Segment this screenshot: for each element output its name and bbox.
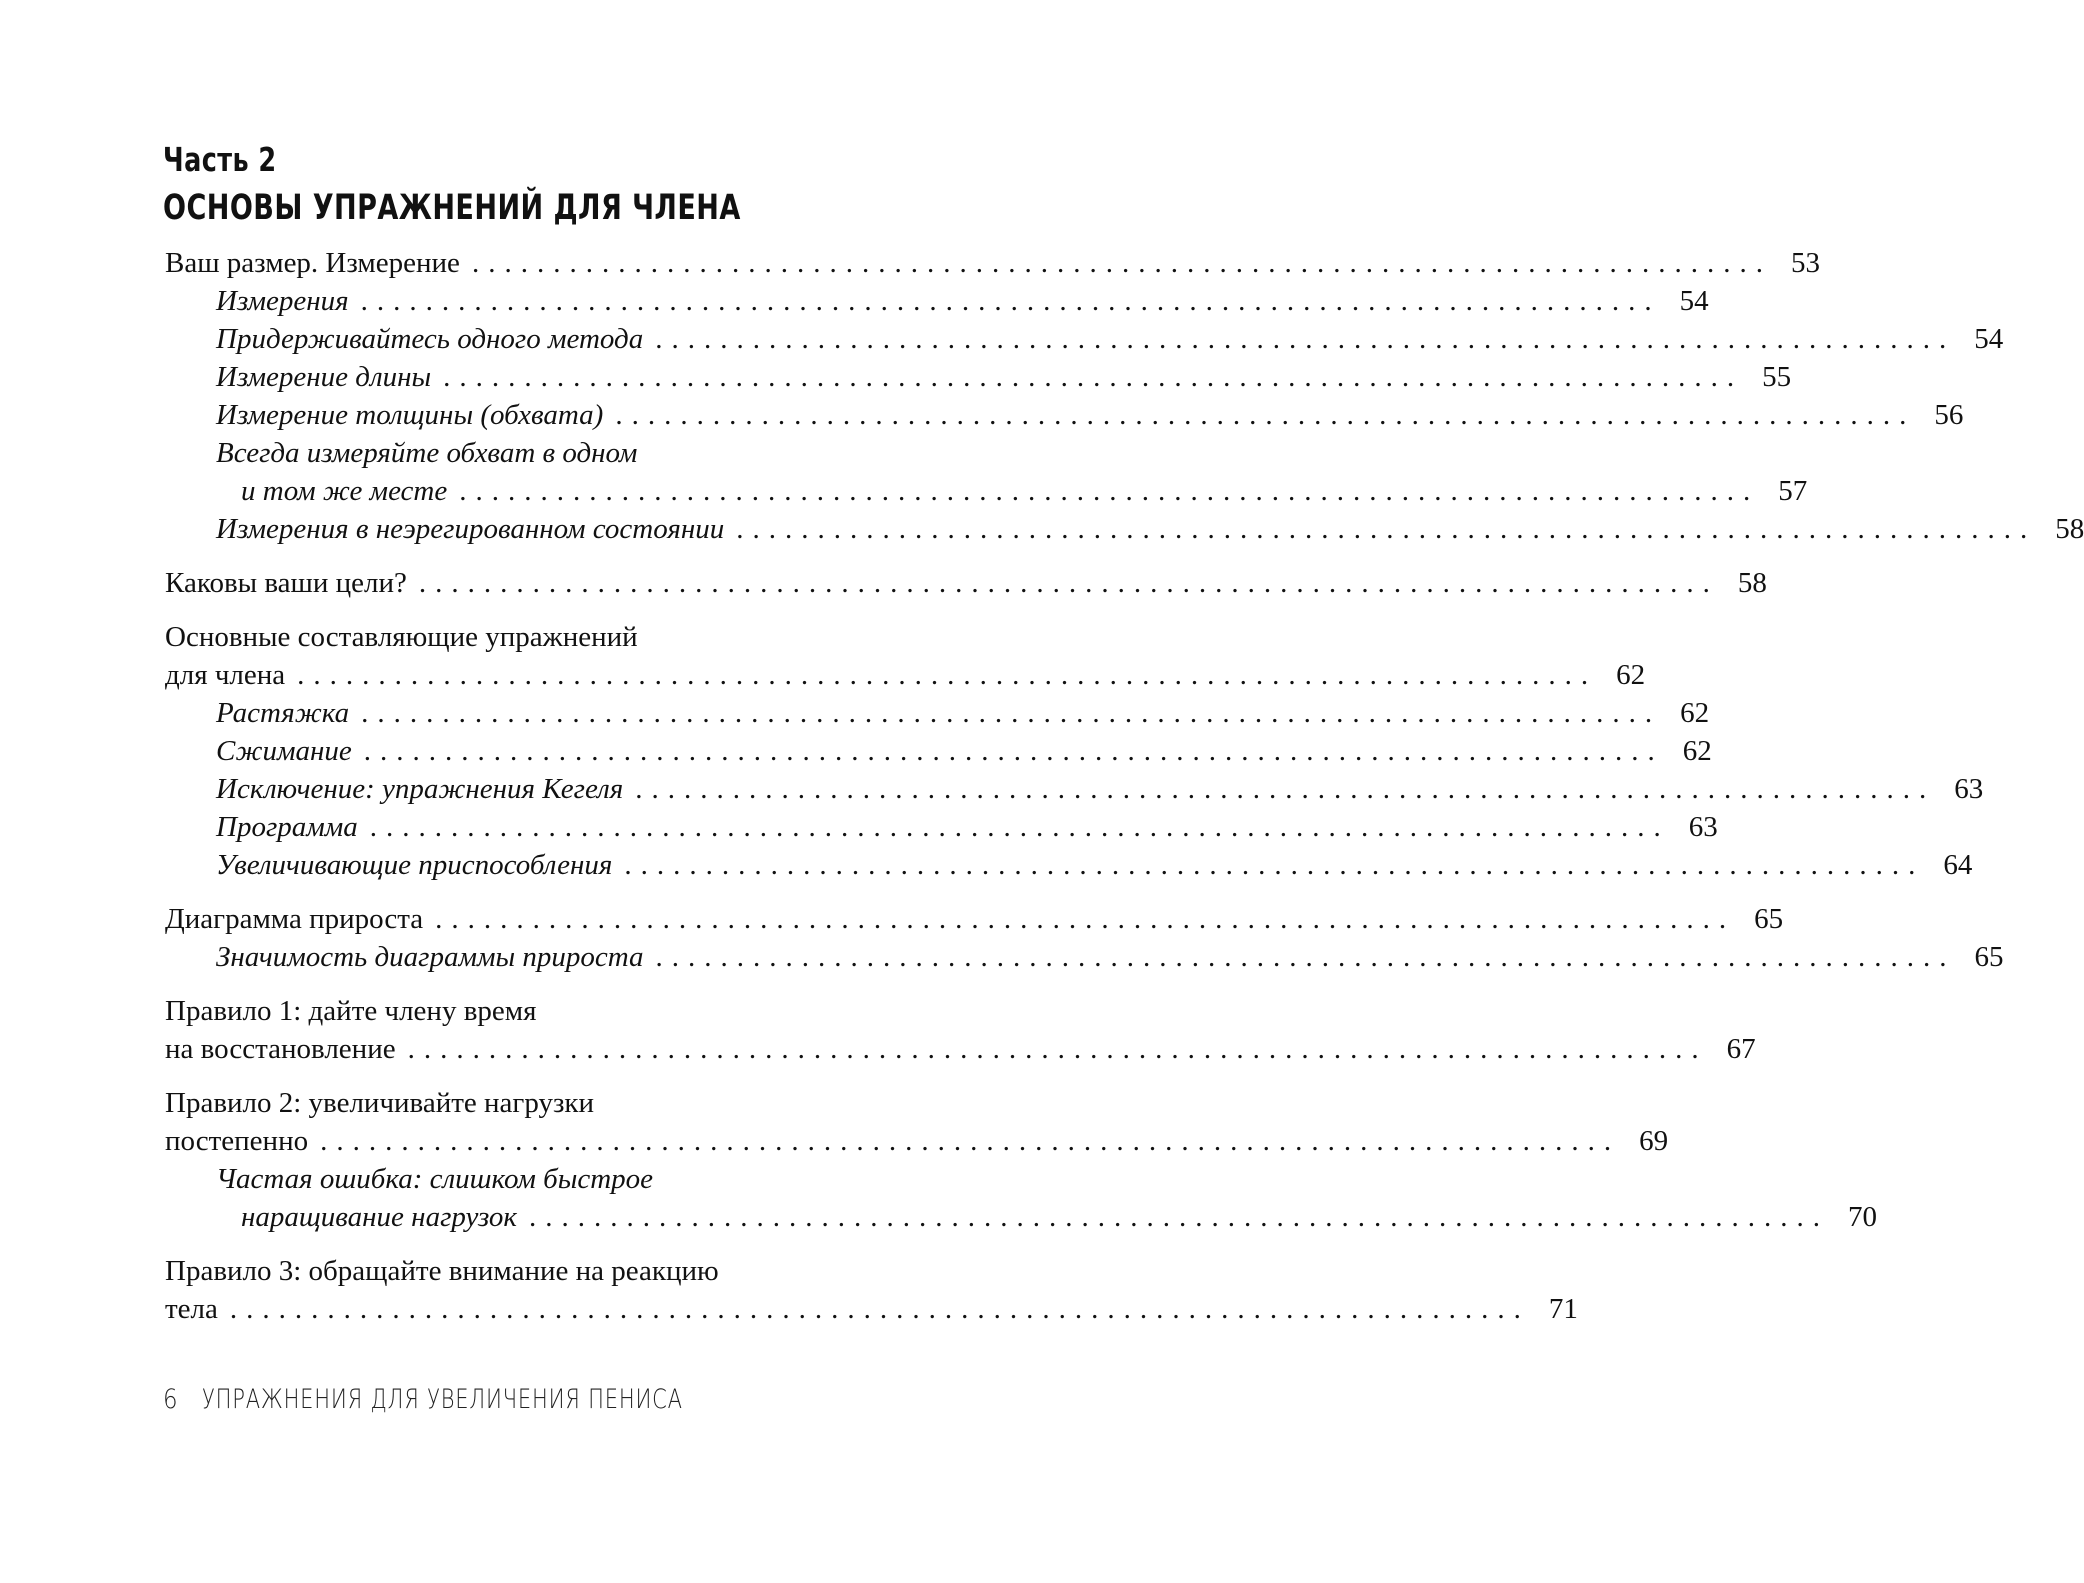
toc-leader-dots: ................................................................................ xyxy=(459,475,1760,507)
toc-page-number: 54 xyxy=(1679,285,1709,317)
toc-leader-dots: ................................................................................ xyxy=(229,1293,1530,1325)
toc-subentry xyxy=(165,472,1808,510)
toc-leader-dots: ................................................................................ xyxy=(297,659,1598,691)
toc-leader-dots: ................................................................................ xyxy=(615,399,1916,431)
toc-page-number: 55 xyxy=(1762,361,1792,393)
toc-page-number: 64 xyxy=(1943,849,1973,881)
toc-page-number: 62 xyxy=(1616,659,1646,691)
toc-entry-title: Правило 2: увеличивайте нагрузки xyxy=(165,1087,595,1119)
toc-leader-dots: ................................................................................ xyxy=(369,811,1670,843)
toc-entry xyxy=(165,1030,1756,1068)
toc-subentry xyxy=(165,282,1709,320)
toc-entry-title: Всегда измеряйте обхват в одном xyxy=(216,437,638,469)
toc-page-number: 71 xyxy=(1548,1293,1578,1325)
toc-entry xyxy=(165,244,1820,282)
toc-leader-dots: ................................................................................ xyxy=(655,941,1956,973)
part-label: Часть 2 xyxy=(163,140,277,179)
toc-subentry xyxy=(165,510,2084,548)
toc-entry-title: Основные составляющие упражнений xyxy=(165,621,638,653)
toc-subentry xyxy=(165,808,1718,846)
toc-entry xyxy=(165,1290,1578,1328)
toc-entry-title: тела xyxy=(165,1293,218,1325)
toc-entry xyxy=(165,1122,1669,1160)
toc-leader-dots: ................................................................................ xyxy=(418,567,1719,599)
toc-page-number: 53 xyxy=(1790,247,1820,279)
toc-entry-title: Значимость диаграммы прироста xyxy=(216,941,644,973)
toc-page-number: 57 xyxy=(1778,475,1808,507)
toc-entry-title: Диаграмма прироста xyxy=(165,903,424,935)
toc-page-number: 65 xyxy=(1974,941,2004,973)
toc-entry-title: Ваш размер. Измерение xyxy=(165,247,460,279)
toc-leader-dots: ................................................................................ xyxy=(528,1201,1829,1233)
toc-leader-dots: ................................................................................ xyxy=(363,735,1664,767)
toc-leader-dots: ................................................................................ xyxy=(407,1033,1708,1065)
toc-leader-dots: ................................................................................ xyxy=(635,773,1936,805)
toc-page-number: 62 xyxy=(1682,735,1712,767)
toc-leader-dots: ................................................................................ xyxy=(624,849,1925,881)
toc-page-number: 62 xyxy=(1680,697,1710,729)
toc-subentry xyxy=(165,1198,1877,1236)
toc-entry-title: Программа xyxy=(216,811,358,843)
toc-leader-dots: ................................................................................ xyxy=(736,513,2037,545)
toc-entry xyxy=(165,1084,873,1122)
toc-page-number: 63 xyxy=(1954,773,1984,805)
toc-entry xyxy=(165,992,873,1030)
toc-page-number: 65 xyxy=(1754,903,1784,935)
toc-subentry xyxy=(165,320,2004,358)
toc-leader-dots: ................................................................................ xyxy=(361,697,1662,729)
toc-leader-dots: ................................................................................ xyxy=(655,323,1956,355)
toc-entry-title: Измерение длины xyxy=(216,361,432,393)
toc-page-number: 54 xyxy=(1974,323,2004,355)
toc-subentry xyxy=(165,938,2004,976)
toc-subentry xyxy=(165,846,1973,884)
toc-entry-title: Правило 3: обращайте внимание на реакцию xyxy=(165,1255,719,1287)
toc-entry-title: для члена xyxy=(165,659,286,691)
toc-leader-dots: ................................................................................ xyxy=(443,361,1744,393)
toc-leader-dots: ................................................................................ xyxy=(471,247,1772,279)
toc-page-number: 58 xyxy=(1737,567,1767,599)
toc-entry-title: Измерения в неэрегированном состоянии xyxy=(216,513,725,545)
toc-page-number: 56 xyxy=(1934,399,1964,431)
toc-entry-title: Исключение: упражнения Кегеля xyxy=(216,773,624,805)
toc-subentry xyxy=(165,434,873,472)
toc-entry-title: наращивание нагрузок xyxy=(241,1201,517,1233)
toc-entry xyxy=(165,618,873,656)
toc-entry xyxy=(165,900,1784,938)
page-number: 6 xyxy=(163,1384,178,1415)
toc-subentry xyxy=(165,396,1964,434)
toc-page-number: 69 xyxy=(1639,1125,1669,1157)
toc-leader-dots: ................................................................................ xyxy=(435,903,1736,935)
toc-page-number: 70 xyxy=(1847,1201,1877,1233)
toc-entry-title: Придерживайтесь одного метода xyxy=(216,323,644,355)
toc-leader-dots: ................................................................................ xyxy=(320,1125,1621,1157)
toc-page-number: 63 xyxy=(1688,811,1718,843)
part-title: ОСНОВЫ УПРАЖНЕНИЙ ДЛЯ ЧЛЕНА xyxy=(163,188,741,228)
toc-subentry xyxy=(165,770,1984,808)
toc-subentry xyxy=(165,732,1712,770)
running-title: УПРАЖНЕНИЯ ДЛЯ УВЕЛИЧЕНИЯ ПЕНИСА xyxy=(202,1384,683,1415)
table-of-contents xyxy=(165,244,2084,1328)
toc-page-number: 67 xyxy=(1726,1033,1756,1065)
toc-entry xyxy=(165,656,1646,694)
toc-entry xyxy=(165,1252,873,1290)
toc-entry-title: постепенно xyxy=(165,1125,309,1157)
page-footer xyxy=(163,1384,819,1415)
toc-entry-title: Каковы ваши цели? xyxy=(165,567,407,599)
toc-entry-title: Измерение толщины (обхвата) xyxy=(216,399,604,431)
toc-subentry xyxy=(165,694,1710,732)
toc-entry-title: Увеличивающие приспособления xyxy=(216,849,613,881)
toc-entry-title: Правило 1: дайте члену время xyxy=(165,995,537,1027)
toc-subentry xyxy=(165,1160,873,1198)
toc-entry-title: Частая ошибка: слишком быстрое xyxy=(216,1163,654,1195)
toc-page-number: 58 xyxy=(2055,513,2084,545)
toc-entry-title: Растяжка xyxy=(216,697,350,729)
toc-subentry xyxy=(165,358,1792,396)
toc-entry-title: и том же месте xyxy=(241,475,448,507)
toc-entry xyxy=(165,564,1767,602)
toc-leader-dots: ................................................................................ xyxy=(360,285,1661,317)
toc-entry-title: Измерения xyxy=(216,285,349,317)
toc-entry-title: на восстановление xyxy=(165,1033,396,1065)
toc-entry-title: Сжимание xyxy=(216,735,352,767)
